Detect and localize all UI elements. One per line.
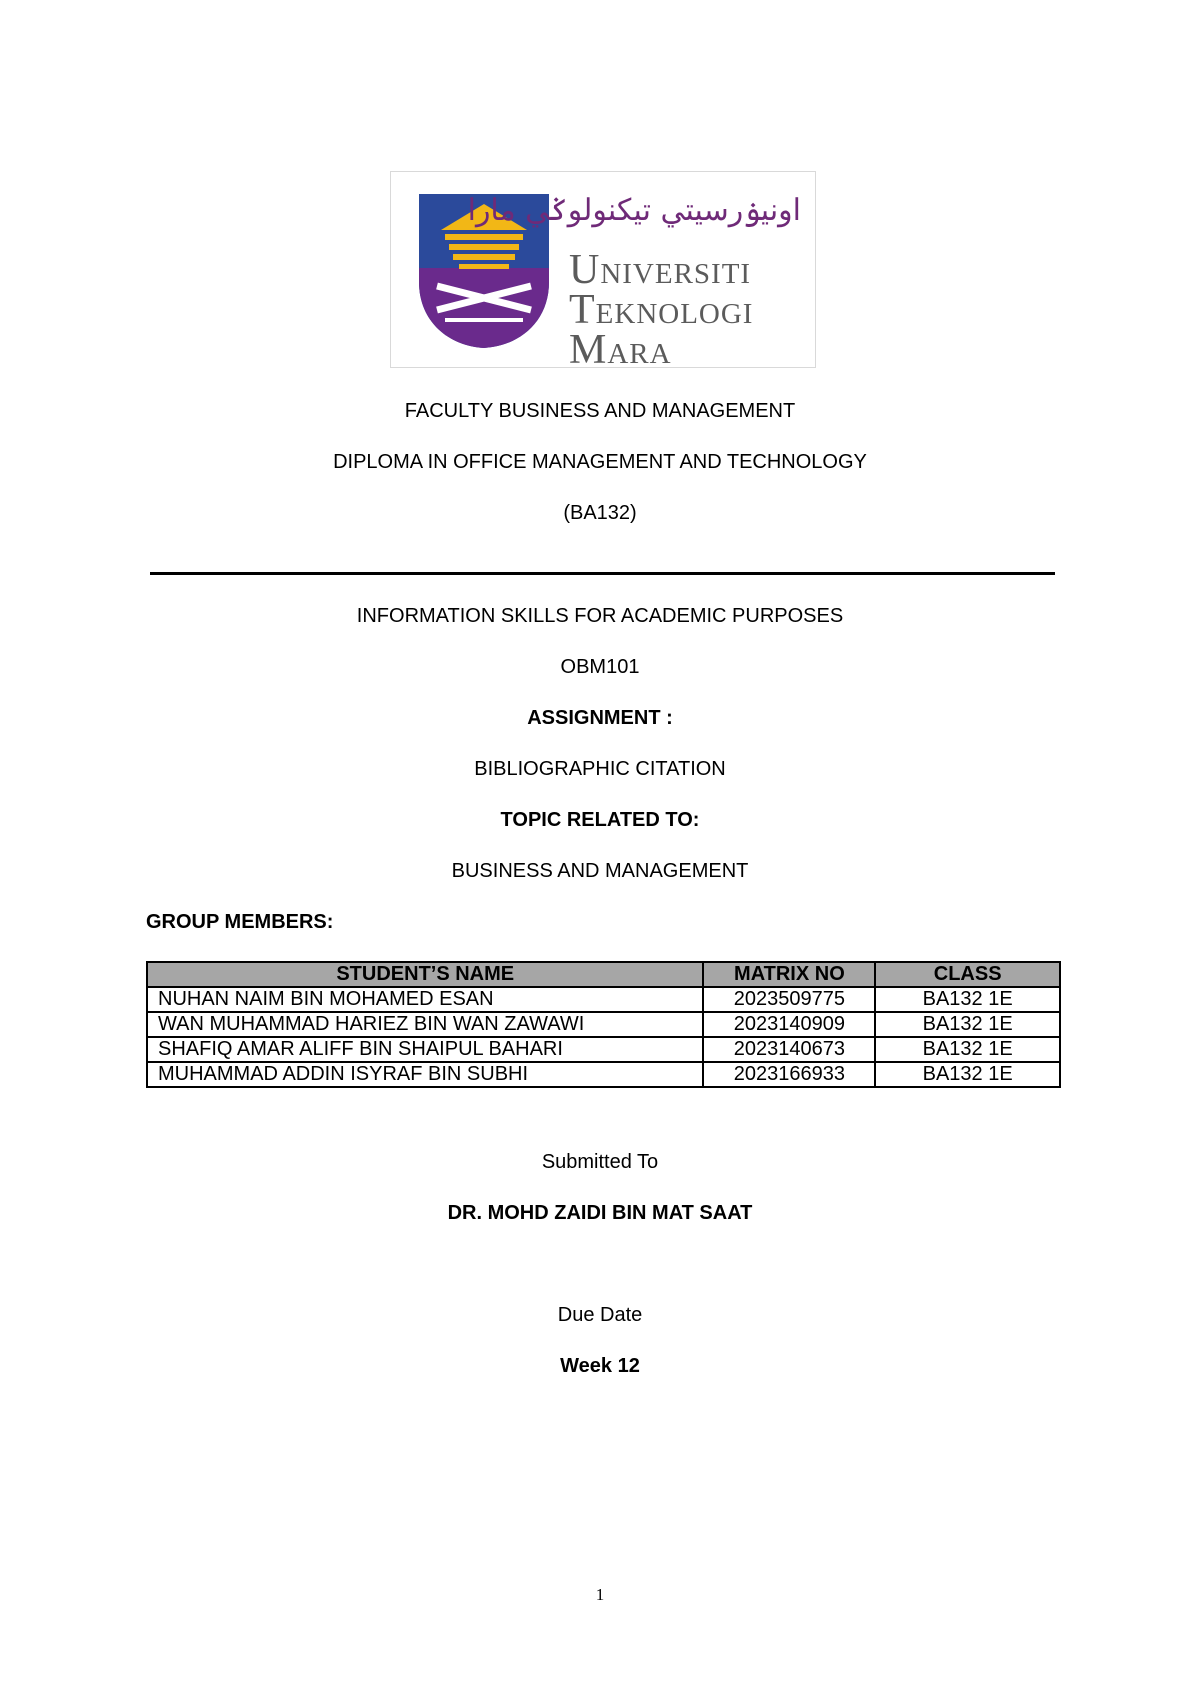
group-members-table [146,961,1061,1088]
faculty-name: FACULTY BUSINESS AND MANAGEMENT [404,400,796,422]
student-name: NUHAN NAIM BIN MOHAMED ESAN [147,987,703,1012]
due-date-label: Due Date [557,1304,643,1326]
student-name: MUHAMMAD ADDIN ISYRAF BIN SUBHI [147,1062,703,1087]
course-title: INFORMATION SKILLS FOR ACADEMIC PURPOSES [356,605,844,627]
logo-jawi-text: اونيۏرسيتي تيكنولوݢي مارا [467,193,801,228]
student-name: WAN MUHAMMAD HARIEZ BIN WAN ZAWAWI [147,1012,703,1037]
table-row [147,1062,1060,1087]
table-header-row [147,962,1060,987]
assignment-value: BIBLIOGRAPHIC CITATION [474,758,726,780]
program-name: DIPLOMA IN OFFICE MANAGEMENT AND TECHNOLOGY [333,451,867,473]
topic-value: BUSINESS AND MANAGEMENT [451,860,749,882]
class-code: BA132 1E [875,1037,1060,1062]
lecturer-name: DR. MOHD ZAIDI BIN MAT SAAT [447,1202,753,1224]
table-row [147,1037,1060,1062]
class-code: BA132 1E [875,987,1060,1012]
assignment-label: ASSIGNMENT : [527,707,673,729]
university-logo [390,171,816,373]
table-row [147,987,1060,1012]
topic-label: TOPIC RELATED TO: [500,809,700,831]
due-date-value: Week 12 [560,1355,640,1377]
page-number: 1 [595,1585,605,1604]
group-members-label: GROUP MEMBERS: [146,911,334,933]
matrix-no: 2023509775 [703,987,875,1012]
matrix-no: 2023140673 [703,1037,875,1062]
course-code: OBM101 [560,656,640,678]
matrix-no: 2023140909 [703,1012,875,1037]
program-code: (BA132) [563,502,637,524]
table-row [147,1012,1060,1037]
logo-line-3: Mara [569,327,672,373]
student-name: SHAFIQ AMAR ALIFF BIN SHAIPUL BAHARI [147,1037,703,1062]
section-divider [150,572,1055,575]
logo-line-2: Teknologi [569,287,754,333]
submitted-to-label: Submitted To [541,1151,659,1173]
class-code: BA132 1E [875,1012,1060,1037]
logo-line-1: Universiti [569,247,752,293]
logo-wordmark [569,247,754,373]
matrix-no: 2023166933 [703,1062,875,1087]
column-header-name: STUDENT’S NAME [147,962,703,987]
column-header-matrix: MATRIX NO [703,962,875,987]
class-code: BA132 1E [875,1062,1060,1087]
column-header-class: CLASS [875,962,1060,987]
